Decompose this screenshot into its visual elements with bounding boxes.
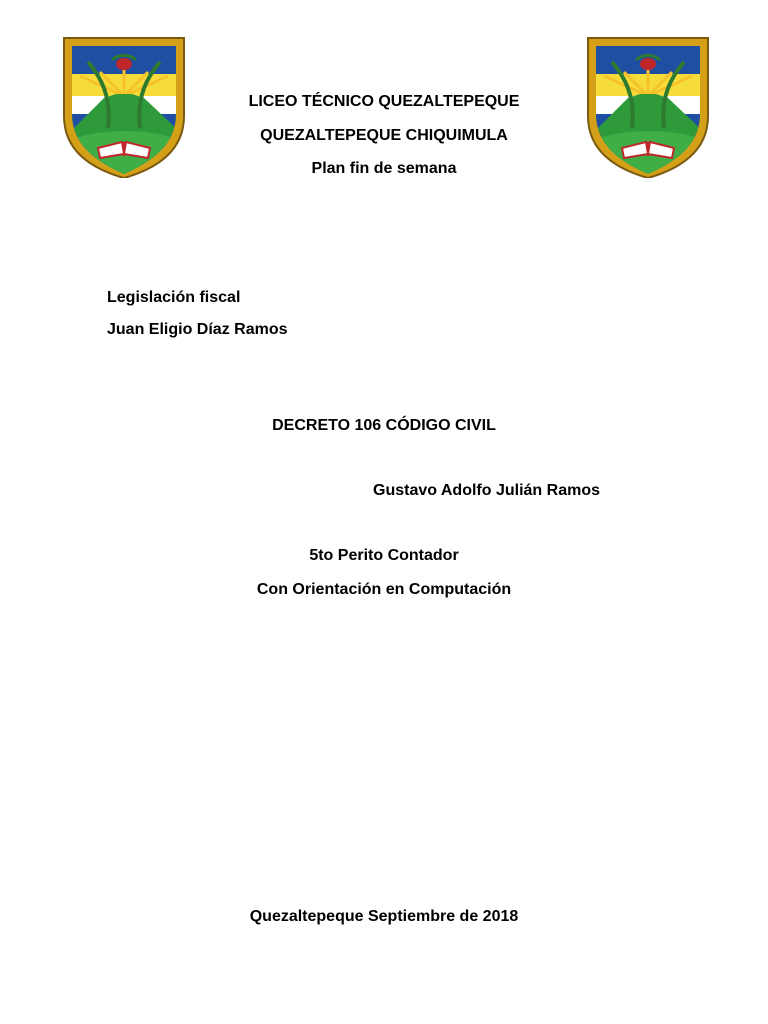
place-and-date: Quezaltepeque Septiembre de 2018 <box>249 908 519 925</box>
school-location: QUEZALTEPEQUE CHIQUIMULA <box>260 127 508 144</box>
grade-orientation: Con Orientación en Computación <box>256 581 512 598</box>
school-name: LICEO TÉCNICO QUEZALTEPEQUE <box>248 93 520 110</box>
grade-level: 5to Perito Contador <box>309 547 459 564</box>
teacher-name: Juan Eligio Díaz Ramos <box>107 321 288 338</box>
subject-name: Legislación fiscal <box>107 289 241 306</box>
plan-type: Plan fin de semana <box>311 160 457 177</box>
document-title: DECRETO 106 CÓDIGO CIVIL <box>272 417 496 434</box>
student-name: Gustavo Adolfo Julián Ramos <box>373 482 600 499</box>
